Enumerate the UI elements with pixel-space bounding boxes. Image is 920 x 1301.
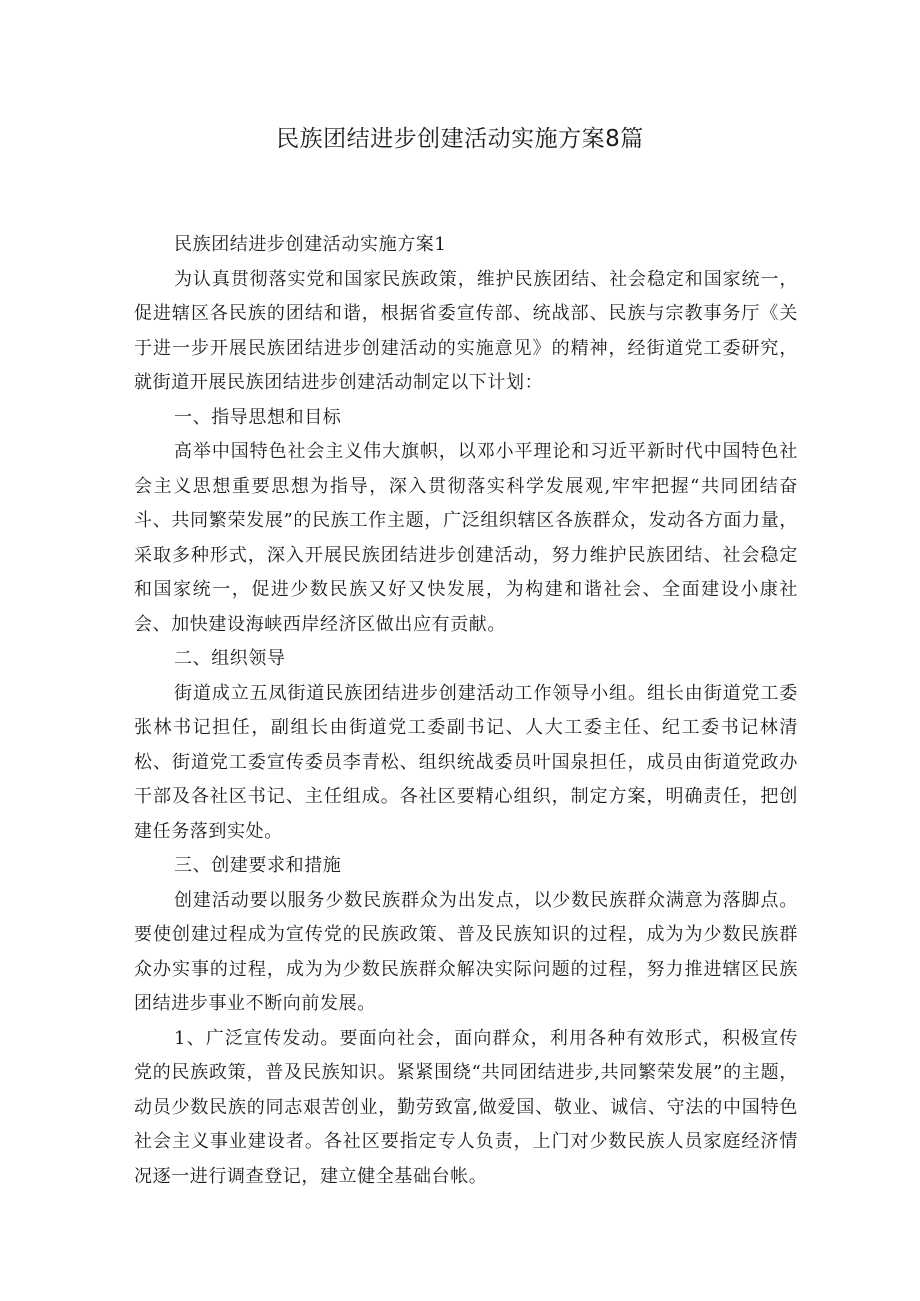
heading-guiding-ideology: 一、指导思想和目标 [174, 406, 342, 428]
paragraph-organization: 街道成立五凤街道民族团结进步创建活动工作领导小组。组长由街道党工委张林书记担任，副组长由街道党工委副书记、人大工委主任、纪工委书记林清松、街道党工委宣传委员李青松、组织统战委员叶国泉担任，成员由街道党政办干部及各社区书记、主任组成。各社区要精心组织，制定方案，明确责任，把创建任务落到实处。 [134, 682, 798, 842]
section-title: 民族团结进步创建活动实施方案1 [174, 234, 447, 255]
intro-paragraph: 为认真贯彻落实党和国家民族政策，维护民族团结、社会稳定和国家统一，促进辖区各民族的团结和谐，根据省委宣传部、统战部、民族与宗教事务厅《关于进一步开展民族团结进步创建活动的实施意见》的精神，经街道党工委研究，就街道开展民族团结进步创建活动制定以下计划： [134, 268, 798, 393]
paragraph-guiding-ideology: 高举中国特色社会主义伟大旗帜，以邓小平理论和习近平新时代中国特色社会主义思想重要思想为指导，深入贯彻落实科学发展观,牢牢把握“共同团结奋斗、共同繁荣发展”的民族工作主题，广泛组织辖区各族群众，发动各方面力量，采取多种形式，深入开展民族团结进步创建活动，努力维护民族团结、社会稳定和国家统一，促进少数民族又好又快发展，为构建和谐社会、全面建设小康社会、加快建设海峡西岸经济区做出应有贡献。 [134, 441, 798, 635]
heading-organization: 二、组织领导 [174, 648, 286, 669]
heading-requirements: 三、创建要求和措施 [174, 855, 342, 876]
paragraph-requirements: 创建活动要以服务少数民族群众为出发点，以少数民族群众满意为落脚点。要使创建过程成为宣传党的民族政策、普及民族知识的过程，成为为少数民族群众办实事的过程，成为为少数民族群众解决实际问题的过程，努力推进辖区民族团结进步事业不断向前发展。 [134, 889, 798, 1014]
paragraph-publicity: 1、广泛宣传发动。要面向社会，面向群众，利用各种有效形式，积极宣传党的民族政策，普及民族知识。紧紧围绕“共同团结进步,共同繁荣发展”的主题，动员少数民族的同志艰苦创业，勤劳致富,做爱国、敬业、诚信、守法的中国特色社会主义事业建设者。各社区要指定专人负责，上门对少数民族人员家庭经济情况逐一进行调查登记，建立健全基础台帐。 [134, 1027, 798, 1187]
document-body [134, 228, 798, 1194]
document-title: 民族团结进步创建活动实施方案8篇 [276, 126, 644, 152]
